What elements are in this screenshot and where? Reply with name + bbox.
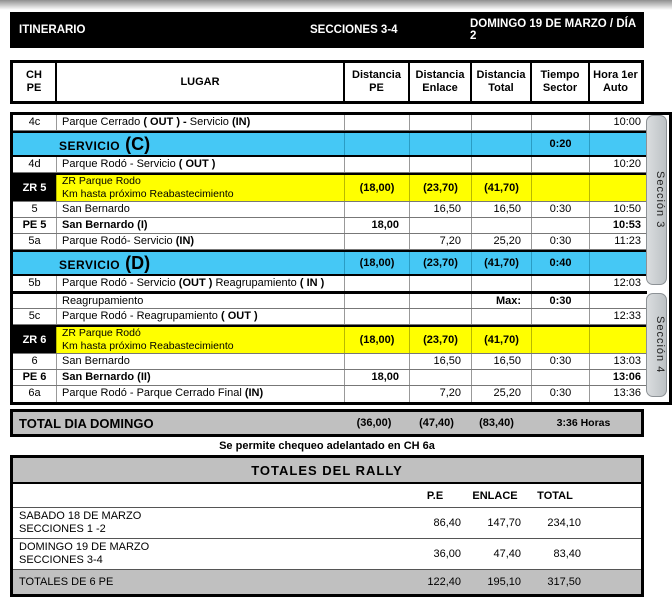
cell-total: Max: xyxy=(472,294,532,308)
cell-enlace xyxy=(410,115,472,130)
table-row xyxy=(13,115,647,131)
title-secciones: SECCIONES 3-4 xyxy=(310,24,398,36)
total-day-time: 3:36 Horas xyxy=(556,417,611,429)
cell-lugar: Parque Rodó - Reagrupamiento ( OUT ) xyxy=(57,309,345,324)
cell-tiempo: 0:20 xyxy=(532,133,590,155)
total-day-enlace: (47,40) xyxy=(419,417,454,429)
rally-totals-headers xyxy=(13,484,641,507)
cell-ch: 5b xyxy=(13,276,57,291)
cell-pe: 18,00 xyxy=(345,218,410,233)
cell-total xyxy=(472,157,532,172)
cell-tiempo xyxy=(532,370,590,385)
table-row xyxy=(13,294,647,309)
cell-pe xyxy=(345,276,410,291)
column-header: Hora 1er Auto xyxy=(593,69,638,94)
cell-hora: 10:53 xyxy=(612,219,641,231)
cell-hora: 10:50 xyxy=(613,203,641,215)
cell-hora xyxy=(590,327,647,353)
cell-ch: ZR 5 xyxy=(13,175,57,201)
rally-row-total: 83,40 xyxy=(553,548,581,560)
table-row xyxy=(13,354,647,370)
column-header: Distancia PE xyxy=(345,63,410,101)
column-header: Distancia Enlace xyxy=(410,63,472,101)
service-label: SERVICIO (C) xyxy=(13,133,345,155)
cell-tiempo: 0:30 xyxy=(532,386,590,402)
cell-ch: 5a xyxy=(13,234,57,249)
cell-pe: 18,00 xyxy=(345,370,410,385)
cell-lugar: ZR Parque Rodo Km hasta próximo Reabastecimiento xyxy=(57,175,345,201)
total-day-label: TOTAL DIA DOMINGO xyxy=(19,415,154,431)
rally-row-label: SABADO 18 DE MARZO SECCIONES 1 -2 xyxy=(19,510,142,535)
cell-tiempo: 0:30 xyxy=(532,354,590,369)
cell-enlace xyxy=(410,218,472,233)
cell-pe xyxy=(345,294,410,308)
rally-total-row xyxy=(13,507,641,538)
rally-row-label: DOMINGO 19 DE MARZO SECCIONES 3-4 xyxy=(19,541,150,566)
rally-row-pe: 86,40 xyxy=(433,517,461,529)
page-top-shadow xyxy=(0,0,672,10)
cell-tiempo xyxy=(532,309,590,324)
cell-enlace: 7,20 xyxy=(410,386,472,402)
rally-row-enlace: 195,10 xyxy=(487,576,521,588)
cell-enlace: 16,50 xyxy=(410,354,472,369)
table-row xyxy=(13,250,647,276)
cell-pe xyxy=(345,133,410,155)
section-3-tab-label: Sección 3 xyxy=(654,171,666,229)
cell-pe xyxy=(345,386,410,402)
cell-enlace xyxy=(410,133,472,155)
cell-lugar: San Bernardo xyxy=(57,202,345,217)
cell-hora: 13:06 xyxy=(612,371,641,383)
cell-enlace xyxy=(410,370,472,385)
cell-enlace xyxy=(410,294,472,308)
column-header: Distancia Total xyxy=(472,63,532,101)
cell-tiempo xyxy=(532,175,590,201)
cell-total: 25,20 xyxy=(472,386,532,402)
cell-lugar: San Bernardo (II) xyxy=(57,370,345,385)
cell-lugar: Parque Rodó - Servicio (OUT ) Reagrupamiento ( IN ) xyxy=(57,276,345,291)
cell-pe xyxy=(345,115,410,130)
cell-pe: (18,00) xyxy=(345,252,410,274)
cell-hora xyxy=(590,175,647,201)
cell-enlace: (23,70) xyxy=(410,175,472,201)
total-day-row xyxy=(10,409,644,437)
cell-lugar: Parque Cerrado ( OUT ) - Servicio (IN) xyxy=(57,115,345,130)
section-4-tab[interactable] xyxy=(646,293,667,397)
cell-ch: 4d xyxy=(13,157,57,172)
rally-row-enlace: 147,70 xyxy=(487,517,521,529)
cell-ch: 4c xyxy=(13,115,57,130)
cell-pe xyxy=(345,234,410,249)
cell-tiempo xyxy=(532,218,590,233)
service-label: SERVICIO (D) xyxy=(13,252,345,274)
cell-ch: PE 5 xyxy=(13,218,57,233)
table-row xyxy=(13,202,647,218)
rally-row-enlace: 47,40 xyxy=(493,548,521,560)
cell-total: (41,70) xyxy=(472,175,532,201)
cell-lugar: San Bernardo (I) xyxy=(57,218,345,233)
cell-total: (41,70) xyxy=(472,327,532,353)
cell-hora: 11:23 xyxy=(614,235,641,247)
rally-row-total: 317,50 xyxy=(547,576,581,588)
section-4-tab-label: Sección 4 xyxy=(654,316,666,374)
cell-total xyxy=(472,115,532,130)
cell-hora: 12:33 xyxy=(613,310,641,322)
cell-enlace: (23,70) xyxy=(410,252,472,274)
cell-enlace: (23,70) xyxy=(410,327,472,353)
cell-ch: PE 6 xyxy=(13,370,57,385)
rally-row-total: 234,10 xyxy=(547,517,581,529)
header-pe: P.E xyxy=(426,489,444,502)
table-row xyxy=(13,370,647,386)
cell-pe xyxy=(345,354,410,369)
section-3-tab[interactable] xyxy=(646,115,667,285)
cell-lugar: ZR Parque Rodó Km hasta próximo Reabastecimiento xyxy=(57,327,345,353)
column-header: Tiempo Sector xyxy=(532,63,590,101)
cell-total: (41,70) xyxy=(472,252,532,274)
total-day-total: (83,40) xyxy=(479,417,514,429)
cell-hora: 10:00 xyxy=(613,116,641,128)
column-header: CH PE xyxy=(13,63,57,101)
cell-enlace: 16,50 xyxy=(410,202,472,217)
rally-totals-table xyxy=(10,455,644,597)
cell-total: 16,50 xyxy=(472,202,532,217)
cell-lugar: Parque Rodó- Servicio (IN) xyxy=(57,234,345,249)
cell-ch: 6a xyxy=(13,386,57,402)
cell-pe xyxy=(345,202,410,217)
title-date: DOMINGO 19 DE MARZO / DÍA 2 xyxy=(470,18,636,42)
cell-pe: (18,00) xyxy=(345,327,410,353)
table-row xyxy=(13,131,647,157)
cell-lugar: Reagrupamiento xyxy=(57,294,345,308)
table-row xyxy=(13,157,647,173)
rally-total-row xyxy=(13,569,641,594)
cell-ch: 5 xyxy=(13,202,57,217)
table-row xyxy=(13,276,647,294)
cell-ch: 6 xyxy=(13,354,57,369)
table-row xyxy=(13,173,647,202)
cell-hora xyxy=(590,133,647,155)
cell-tiempo xyxy=(532,157,590,172)
cell-hora: 12:03 xyxy=(613,277,641,289)
cell-hora xyxy=(590,252,647,274)
cell-total xyxy=(472,370,532,385)
cell-enlace xyxy=(410,276,472,291)
table-row xyxy=(13,234,647,250)
cell-ch: ZR 6 xyxy=(13,327,57,353)
title-bar xyxy=(10,12,644,48)
cell-total: 16,50 xyxy=(472,354,532,369)
itinerary-table xyxy=(10,112,672,405)
cell-hora: 10:20 xyxy=(613,158,641,170)
rally-row-pe: 122,40 xyxy=(427,576,461,588)
table-row xyxy=(13,325,647,354)
table-row xyxy=(13,386,647,402)
cell-ch: 5c xyxy=(13,309,57,324)
cell-tiempo xyxy=(532,115,590,130)
cell-total xyxy=(472,133,532,155)
cell-enlace: 7,20 xyxy=(410,234,472,249)
rally-totals-title: TOTALES DEL RALLY xyxy=(13,458,641,484)
cell-total xyxy=(472,309,532,324)
cell-pe xyxy=(345,309,410,324)
cell-pe xyxy=(345,157,410,172)
cell-hora xyxy=(590,294,647,308)
cell-tiempo xyxy=(532,327,590,353)
cell-enlace xyxy=(410,157,472,172)
rally-row-label: TOTALES DE 6 PE xyxy=(19,575,114,588)
cell-tiempo: 0:40 xyxy=(532,252,590,274)
cell-total xyxy=(472,276,532,291)
cell-pe: (18,00) xyxy=(345,175,410,201)
table-row xyxy=(13,309,647,325)
cell-tiempo: 0:30 xyxy=(532,234,590,249)
cell-lugar: San Bernardo xyxy=(57,354,345,369)
header-total: TOTAL xyxy=(537,489,573,502)
title-itinerario: ITINERARIO xyxy=(19,24,86,36)
cell-lugar: Parque Rodó - Parque Cerrado Final (IN) xyxy=(57,386,345,402)
cell-total: 25,20 xyxy=(472,234,532,249)
cell-enlace xyxy=(410,309,472,324)
cell-tiempo xyxy=(532,276,590,291)
cell-hora: 13:36 xyxy=(613,387,641,399)
cell-tiempo: 0:30 xyxy=(532,202,590,217)
rally-row-pe: 36,00 xyxy=(433,548,461,560)
cell-total xyxy=(472,218,532,233)
cell-ch xyxy=(13,294,57,308)
column-header: LUGAR xyxy=(57,63,345,101)
cell-tiempo: 0:30 xyxy=(532,294,590,308)
itinerary-column-headers xyxy=(10,60,644,104)
table-row xyxy=(13,218,647,234)
total-day-pe: (36,00) xyxy=(356,417,392,429)
rally-total-row xyxy=(13,538,641,569)
header-enlace: ENLACE xyxy=(472,489,518,502)
cell-hora: 13:03 xyxy=(613,355,641,367)
cell-lugar: Parque Rodó - Servicio ( OUT ) xyxy=(57,157,345,172)
note-text: Se permite chequeo adelantado en CH 6a xyxy=(219,440,435,452)
